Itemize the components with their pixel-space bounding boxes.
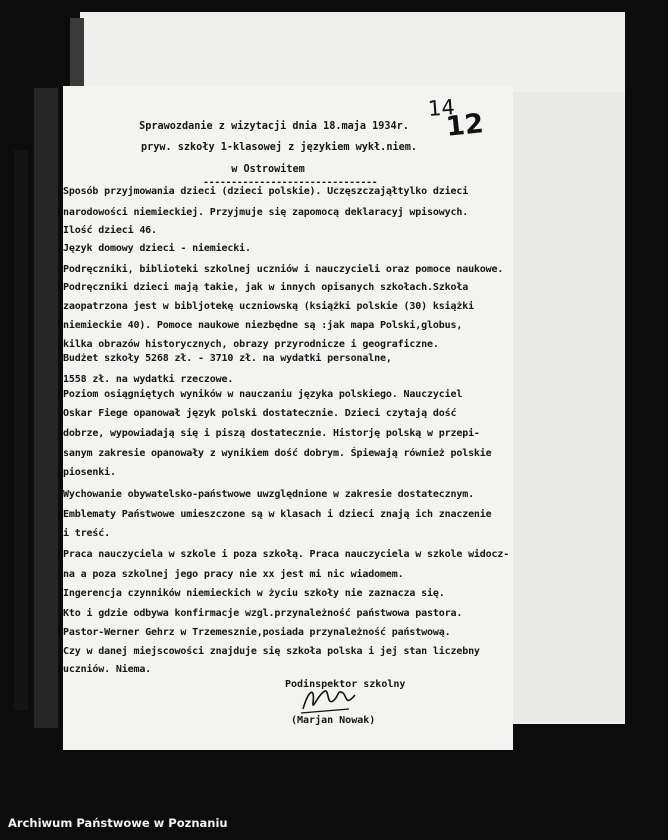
- body-line: i treść.: [63, 528, 110, 539]
- signatory-name: (Marjan Nowak): [291, 715, 376, 726]
- body-line: narodowości niemieckiej. Przyjmuje się zapomocą deklaracyj wpisowych.: [63, 207, 469, 218]
- document-page: [63, 86, 513, 750]
- title-divider: -------------------------------: [203, 177, 378, 188]
- handwritten-signature: [299, 683, 359, 717]
- body-line: uczniów. Niema.: [63, 664, 152, 675]
- body-line: piosenki.: [63, 467, 116, 478]
- body-line: Poziom osiągniętych wyników w nauczaniu języka polskiego. Nauczyciel: [63, 389, 463, 400]
- signature-title: Podinspektor szkolny: [285, 679, 406, 690]
- report-title-line-3: w Ostrowitem: [231, 164, 305, 175]
- body-line: Język domowy dzieci - niemiecki.: [63, 243, 251, 254]
- report-title-line-2: pryw. szkoły 1-klasowej z językiem wykł.niem.: [140, 142, 417, 153]
- report-title-line-1: Sprawozdanie z wizytacji dnia 18.maja 1934r.: [139, 121, 409, 132]
- body-line: Praca nauczyciela w szkole i poza szkołą. Praca nauczyciela w szkole widocz-: [63, 549, 510, 560]
- body-line: Kto i gdzie odbywa konfirmacje wzgl.przynależność państwowa pastora.: [63, 608, 463, 619]
- archive-credit: Archiwum Państwowe w Poznaniu: [8, 816, 228, 830]
- body-line: sanym zakresie opanowały z wynikiem dość dobrym. Śpiewają również polskie: [63, 448, 492, 459]
- body-line: na a poza szkolnej jego pracy nie xx jest mi nic wiadomem.: [63, 569, 404, 580]
- body-line: zaopatrzona jest w bibljotekę uczniowską (książki polskie (30) książki: [63, 301, 474, 312]
- left-margin-shadow: [14, 150, 28, 710]
- back-sheet-edge: [70, 18, 84, 88]
- body-line: Ilość dzieci 46.: [63, 225, 157, 236]
- body-line: niemieckie 40). Pomoce naukowe niezbędne są :jak mapa Polski,globus,: [63, 320, 463, 331]
- body-line: Podręczniki dzieci mają takie, jak w innych opisanych szkołach.Szkoła: [63, 282, 469, 293]
- body-line: Podręczniki, biblioteki szkolnej uczniów i nauczycieli oraz pomoce naukowe.: [63, 264, 504, 275]
- body-line: kilka obrazów historycznych, obrazy przyrodnicze i geograficzne.: [63, 339, 439, 350]
- body-line: Czy w danej miejscowości znajduje się szkoła polska i jej stan liczebny: [63, 646, 480, 657]
- body-line: Emblematy Państwowe umieszczone są w klasach i dzieci znają ich znaczenie: [63, 509, 492, 520]
- page-number-handwritten: 14: [427, 95, 456, 121]
- body-line: Ingerencja czynników niemieckich w życiu szkoły nie zaznacza się.: [63, 588, 445, 599]
- body-line: Oskar Fiege opanował język polski dostatecznie. Dzieci czytają dość: [63, 408, 457, 419]
- body-line: Sposób przyjmowania dzieci (dzieci polskie). Uczęszczająłtylko dzieci: [63, 186, 469, 197]
- right-paper-flap: [512, 92, 625, 722]
- left-margin-strip: [34, 88, 58, 728]
- body-line: Budżet szkoły 5268 zł. - 3710 zł. na wydatki personalne,: [63, 353, 392, 364]
- body-line: 1558 zł. na wydatki rzeczowe.: [63, 374, 234, 385]
- body-line: dobrze, wypowiadają się i piszą dostatecznie. Historję polską w przepi-: [63, 428, 480, 439]
- page-number-corrected: 12: [444, 108, 486, 143]
- body-line: Wychowanie obywatelsko-państwowe uwzględnione w zakresie dostatecznym.: [63, 489, 474, 500]
- body-line: Pastor-Werner Gehrz w Trzemesznie,posiada przynależność państwową.: [63, 627, 451, 638]
